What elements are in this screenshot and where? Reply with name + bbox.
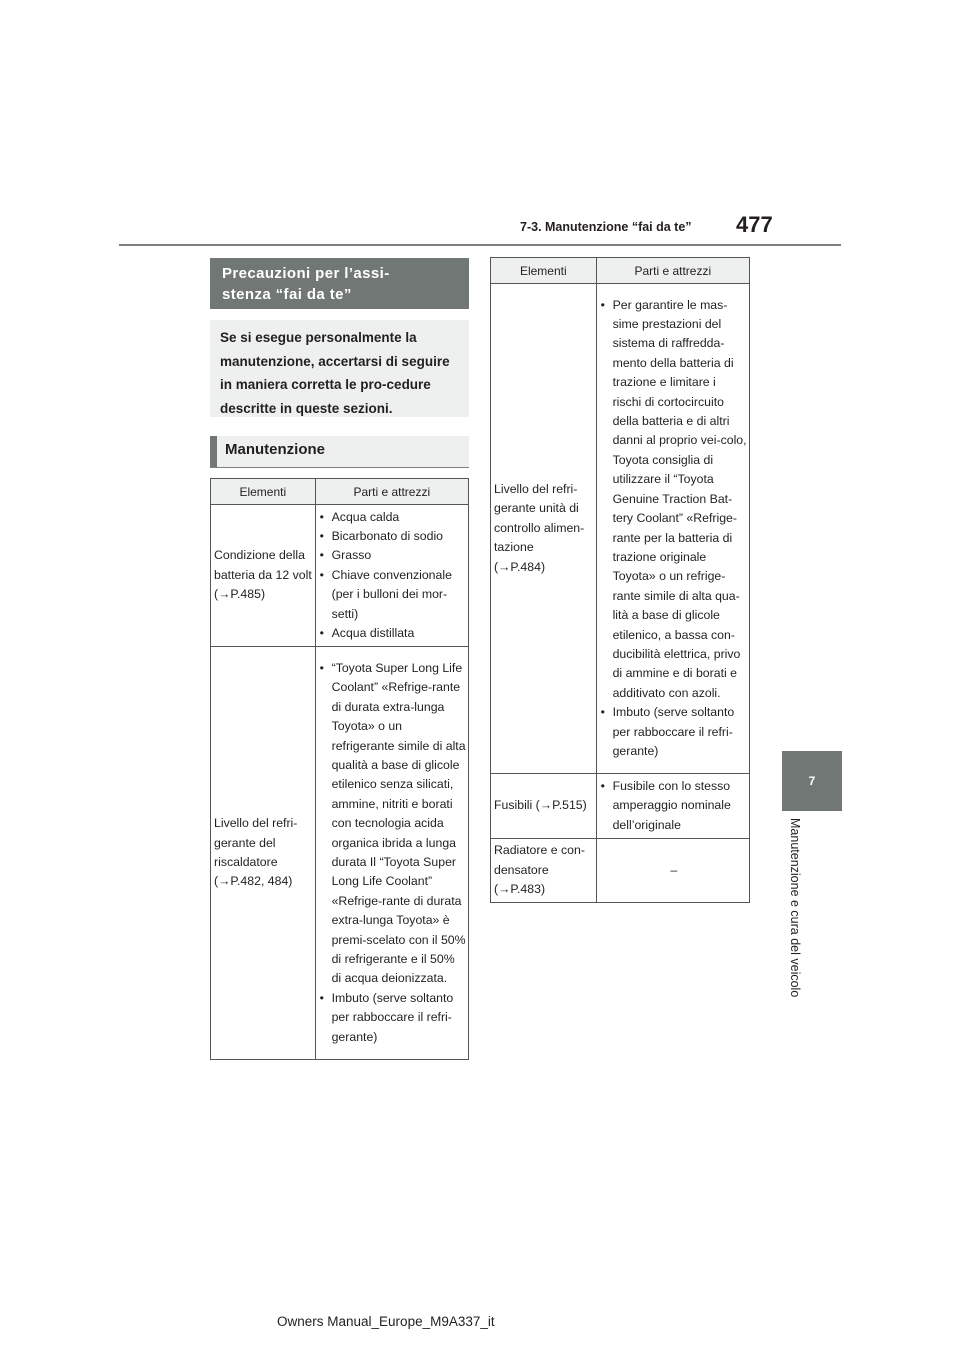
element-cell	[491, 284, 597, 774]
element-cell	[211, 647, 316, 1060]
column-header-parts: Parti e attrezzi	[596, 258, 749, 284]
table-header-row	[491, 258, 750, 284]
column-header-elements: Elementi	[211, 479, 316, 505]
parts-item: • Acqua distillata	[320, 624, 466, 643]
element-label: Fusibili (→P.515)	[494, 798, 587, 813]
column-header-parts: Parti e attrezzi	[315, 479, 468, 505]
parts-item: • Grasso	[320, 546, 466, 565]
precaution-body: Se si esegue personalmente la manutenzione, accertarsi di seguire in maniera corretta le pro-cedure descritte in queste sezioni.	[210, 320, 469, 417]
chapter-tab-number: 7	[782, 751, 842, 811]
table-row	[211, 647, 469, 1060]
section-title: 7-3. Manutenzione “fai da te”	[520, 220, 692, 234]
parts-item: • Imbuto (serve soltanto per rabboccare il refri-gerante)	[320, 989, 466, 1047]
parts-item: • Bicarbonato di sodio	[320, 527, 466, 546]
header-divider	[119, 244, 841, 246]
table-row	[491, 284, 750, 774]
parts-item: • “Toyota Super Long Life Coolant” «Refrige-rante di durata extra-lunga Toyota» o un refrigerante simile di alta qualità a base di glicole etilenico senza silicati, ammine, nitriti e borati con tecnologia acida organica ibrida a lunga durata Il “Toyota Super Long Life Coolant” «Refrige-rante di durata extra-lunga Toyota» è premi-scelato con il 50% di refrigerante e il 50% di acqua deionizzata.	[320, 659, 466, 989]
element-label: Condizione della batteria da 12 volt	[214, 548, 312, 582]
element-label: Livello del refri-gerante del riscaldatore	[214, 816, 298, 869]
maintenance-heading: Manutenzione	[210, 436, 469, 467]
maintenance-table-right	[490, 257, 750, 903]
parts-item: • Fusibile con lo stesso amperaggio nominale dell’originale	[601, 777, 747, 835]
element-cell	[491, 839, 597, 903]
parts-item: • Chiave convenzionale (per i bulloni dei mor-setti)	[320, 566, 466, 624]
element-cell	[491, 774, 597, 839]
footer-document-id: Owners Manual_Europe_M9A337_it	[277, 1314, 495, 1329]
element-label: Livello del refri-gerante unità di controllo alimen-tazione	[494, 481, 585, 555]
parts-item: • Imbuto (serve soltanto per rabboccare il refri-gerante)	[601, 703, 747, 761]
page-reference: (→P.485)	[214, 587, 266, 602]
table-header-row	[211, 479, 469, 505]
parts-cell	[315, 647, 468, 1060]
element-label: Radiatore e con-densatore	[494, 843, 585, 877]
page-reference: (→P.484)	[494, 559, 546, 574]
maintenance-heading-rule	[210, 467, 469, 468]
element-cell	[211, 505, 316, 647]
page-number: 477	[736, 212, 773, 237]
parts-cell: –	[596, 839, 749, 903]
parts-item: • Acqua calda	[320, 508, 466, 527]
chapter-tab-title: Manutenzione e cura del veicolo	[788, 818, 802, 998]
maintenance-table-left	[210, 478, 469, 1060]
column-header-elements: Elementi	[491, 258, 597, 284]
parts-cell	[315, 505, 468, 647]
table-row	[491, 839, 750, 903]
page-reference: (→P.483)	[494, 882, 546, 897]
table-row	[491, 774, 750, 839]
page-reference: (→P.482, 484)	[214, 874, 293, 889]
precaution-heading: Precauzioni per l’assi- stenza “fai da te”	[210, 258, 469, 309]
parts-item: • Per garantire le mas-sime prestazioni del sistema di raffredda-mento della batteria di trazione e limitare i rischi di cortocircuito della batteria e di altri danni al proprio vei-colo, Toyota consiglia di utilizzare il “Toyota Genuine Traction Bat-tery Coolant” «Refrige-rante per la batteria di trazione originale Toyota» o un refrige-rante simile di alta qua-lità a base di glicole etilenico, a bassa con-ducibilità elettrica, privo di ammine e di borati e additivato con azoli.	[601, 296, 747, 704]
table-row	[211, 505, 469, 647]
parts-cell	[596, 774, 749, 839]
parts-cell	[596, 284, 749, 774]
